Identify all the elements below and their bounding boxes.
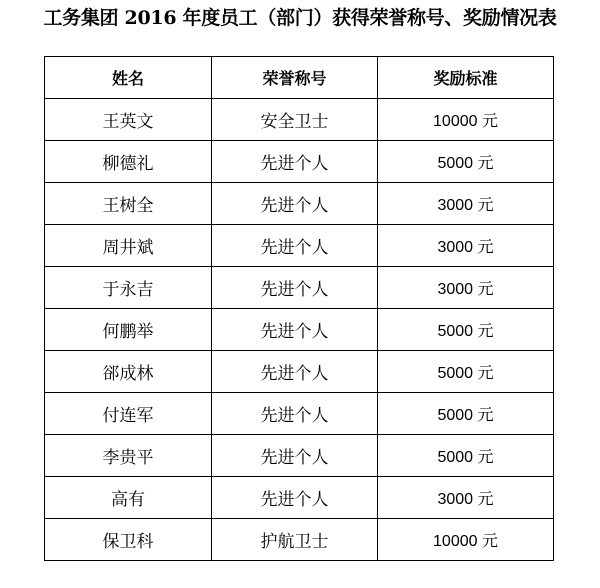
cell-name: 王树全 (45, 183, 212, 225)
cell-reward: 3000 元 (378, 225, 554, 267)
header-honor-title: 荣誉称号 (212, 57, 378, 99)
table-header-row (45, 57, 554, 99)
cell-name: 柳德礼 (45, 141, 212, 183)
cell-honor-title: 先进个人 (212, 141, 378, 183)
cell-name: 周井斌 (45, 225, 212, 267)
cell-honor-title: 护航卫士 (212, 519, 378, 561)
table-row (45, 351, 554, 393)
table-row (45, 141, 554, 183)
cell-honor-title: 先进个人 (212, 435, 378, 477)
cell-name: 于永吉 (45, 267, 212, 309)
cell-honor-title: 先进个人 (212, 225, 378, 267)
cell-name: 何鹏举 (45, 309, 212, 351)
cell-reward: 5000 元 (378, 393, 554, 435)
cell-name: 付连军 (45, 393, 212, 435)
table-row (45, 99, 554, 141)
cell-honor-title: 先进个人 (212, 477, 378, 519)
cell-reward: 5000 元 (378, 141, 554, 183)
cell-name: 郤成林 (45, 351, 212, 393)
cell-honor-title: 先进个人 (212, 183, 378, 225)
header-name: 姓名 (45, 57, 212, 99)
cell-reward: 5000 元 (378, 435, 554, 477)
document-title: 工务集团 2016 年度员工（部门）获得荣誉称号、奖励情况表 (43, 7, 557, 29)
cell-name: 王英文 (45, 99, 212, 141)
table-row (45, 393, 554, 435)
cell-reward: 3000 元 (378, 477, 554, 519)
cell-honor-title: 先进个人 (212, 267, 378, 309)
table-row (45, 435, 554, 477)
cell-reward: 10000 元 (378, 519, 554, 561)
cell-reward: 3000 元 (378, 267, 554, 309)
table-row (45, 225, 554, 267)
award-table (44, 56, 554, 561)
table-row (45, 267, 554, 309)
cell-name: 高有 (45, 477, 212, 519)
header-reward-standard: 奖励标准 (378, 57, 554, 99)
table-row (45, 519, 554, 561)
cell-reward: 5000 元 (378, 351, 554, 393)
cell-honor-title: 安全卫士 (212, 99, 378, 141)
cell-reward: 10000 元 (378, 99, 554, 141)
cell-name: 保卫科 (45, 519, 212, 561)
table-row (45, 309, 554, 351)
cell-honor-title: 先进个人 (212, 351, 378, 393)
table-row (45, 477, 554, 519)
cell-reward: 5000 元 (378, 309, 554, 351)
cell-reward: 3000 元 (378, 183, 554, 225)
cell-name: 李贵平 (45, 435, 212, 477)
table-row (45, 183, 554, 225)
cell-honor-title: 先进个人 (212, 393, 378, 435)
cell-honor-title: 先进个人 (212, 309, 378, 351)
